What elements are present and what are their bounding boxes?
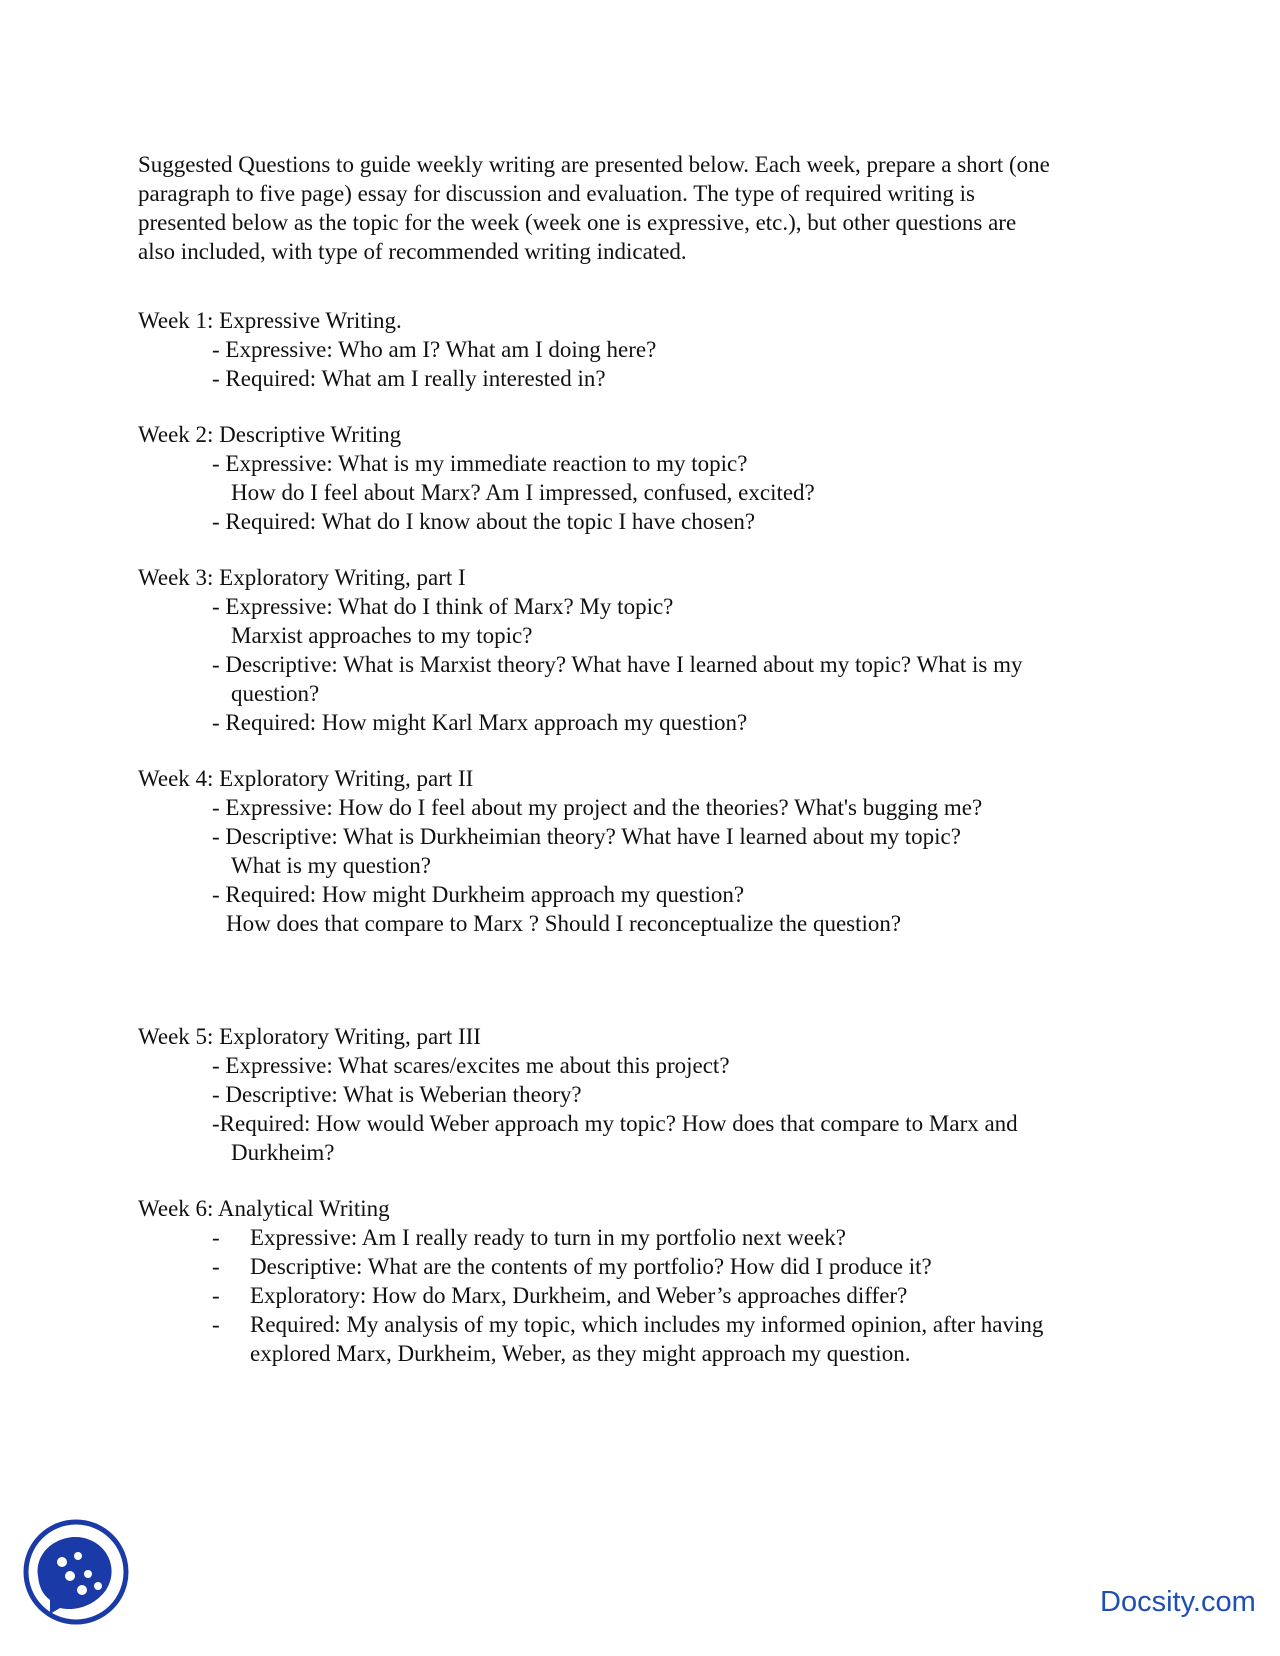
week-line: - Required: How might Durkheim approach my question? (212, 882, 745, 907)
week-line: - Required: What do I know about the topic I have chosen? (212, 509, 756, 534)
intro-line: also included, with type of recommended writing indicated. (138, 239, 687, 264)
docsity-logo-icon (20, 1516, 132, 1628)
week-line: What is my question? (231, 853, 431, 878)
bullet-dash: - (212, 1254, 220, 1279)
list-item-text: Expressive: Am I really ready to turn in my portfolio next week? (250, 1225, 846, 1250)
week-5-section (138, 1022, 1018, 1167)
list-item-text: Required: My analysis of my topic, which includes my informed opinion, after having (250, 1312, 1044, 1337)
week-line: How does that compare to Marx ? Should I reconceptualize the question? (226, 911, 902, 936)
intro-line: presented below as the topic for the week (week one is expressive, etc.), but other questions are (138, 210, 1017, 235)
week-title: Week 5: Exploratory Writing, part III (138, 1024, 481, 1049)
week-line: How do I feel about Marx? Am I impressed, confused, excited? (231, 480, 815, 505)
week-line: Marxist approaches to my topic? (231, 623, 533, 648)
week-line: - Expressive: What scares/excites me about this project? (212, 1053, 730, 1078)
intro-paragraph (138, 150, 1148, 266)
list-item-continuation: explored Marx, Durkheim, Weber, as they might approach my question. (250, 1341, 911, 1366)
week-line: - Required: What am I really interested in? (212, 366, 606, 391)
week-1-section (138, 306, 656, 393)
week-title: Week 2: Descriptive Writing (138, 422, 402, 447)
week-title: Week 1: Expressive Writing. (138, 308, 402, 333)
list-item (138, 1310, 1043, 1339)
week-line: Durkheim? (231, 1140, 335, 1165)
week-2-section (138, 420, 815, 536)
week-line: - Descriptive: What is Marxist theory? What have I learned about my topic? What is my (212, 652, 1023, 677)
week-line: - Expressive: What is my immediate reaction to my topic? (212, 451, 748, 476)
logo-graphic (20, 1516, 132, 1628)
list-item-text: Descriptive: What are the contents of my portfolio? How did I produce it? (250, 1254, 932, 1279)
week-line: - Descriptive: What is Durkheimian theory? What have I learned about my topic? (212, 824, 961, 849)
list-item-text: Exploratory: How do Marx, Durkheim, and Weber’s approaches differ? (250, 1283, 908, 1308)
intro-line: Suggested Questions to guide weekly writing are presented below. Each week, prepare a short (one (138, 152, 1050, 177)
week-line: question? (231, 681, 320, 706)
intro-line: paragraph to five page) essay for discussion and evaluation. The type of required writing is (138, 181, 975, 206)
week-line: - Expressive: Who am I? What am I doing here? (212, 337, 657, 362)
week-line: - Required: How might Karl Marx approach my question? (212, 710, 748, 735)
list-item (138, 1281, 1043, 1310)
week-line: - Expressive: How do I feel about my project and the theories? What's bugging me? (212, 795, 983, 820)
list-item (138, 1223, 1043, 1252)
bullet-dash: - (212, 1225, 220, 1250)
week-title: Week 6: Analytical Writing (138, 1196, 390, 1221)
bullet-dash: - (212, 1283, 220, 1308)
list-item (138, 1252, 1043, 1281)
bullet-dash: - (212, 1312, 220, 1337)
week-line: - Descriptive: What is Weberian theory? (212, 1082, 582, 1107)
week-title: Week 4: Exploratory Writing, part II (138, 766, 474, 791)
week-line: -Required: How would Weber approach my topic? How does that compare to Marx and (212, 1111, 1018, 1136)
week-4-section (138, 764, 982, 938)
week-title: Week 3: Exploratory Writing, part I (138, 565, 466, 590)
brand-link[interactable]: Docsity.com (1100, 1586, 1256, 1618)
week-3-section (138, 563, 1023, 737)
week-line: - Expressive: What do I think of Marx? My topic? (212, 594, 674, 619)
week-6-section (138, 1194, 1043, 1368)
